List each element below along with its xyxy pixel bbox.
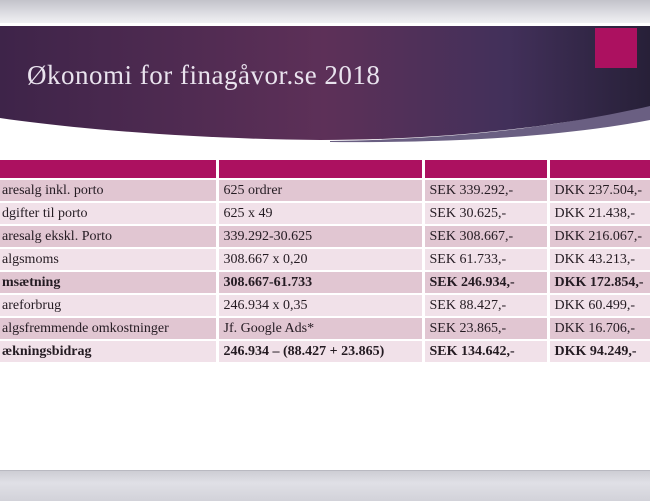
row-label-cell: dgifter til porto	[0, 202, 217, 225]
table-row	[0, 271, 650, 294]
sek-cell: SEK 339.292,-	[423, 179, 548, 202]
dkk-cell: DKK 60.499,-	[548, 294, 650, 317]
calc-cell: 625 x 49	[217, 202, 423, 225]
header-cell	[217, 160, 423, 179]
calc-cell: 246.934 – (88.427 + 23.865)	[217, 340, 423, 362]
calc-cell: 246.934 x 0,35	[217, 294, 423, 317]
accent-square	[595, 28, 637, 68]
calc-cell: 339.292-30.625	[217, 225, 423, 248]
table-row	[0, 294, 650, 317]
sek-cell: SEK 246.934,-	[423, 271, 548, 294]
sek-cell: SEK 30.625,-	[423, 202, 548, 225]
finance-table	[0, 160, 650, 362]
row-label-cell: aresalg ekskl. Porto	[0, 225, 217, 248]
table-row	[0, 225, 650, 248]
table-header-row	[0, 160, 650, 179]
gray-bottom-bar	[0, 470, 650, 501]
slide-title: Økonomi for finagåvor.se 2018	[27, 60, 381, 90]
row-label-cell: ækningsbidrag	[0, 340, 217, 362]
sek-cell: SEK 134.642,-	[423, 340, 548, 362]
calc-cell: Jf. Google Ads*	[217, 317, 423, 340]
table-row	[0, 202, 650, 225]
calc-cell: 308.667 x 0,20	[217, 248, 423, 271]
table-row	[0, 317, 650, 340]
dkk-cell: DKK 172.854,-	[548, 271, 650, 294]
dkk-cell: DKK 16.706,-	[548, 317, 650, 340]
dkk-cell: DKK 21.438,-	[548, 202, 650, 225]
sek-cell: SEK 61.733,-	[423, 248, 548, 271]
calc-cell: 625 ordrer	[217, 179, 423, 202]
sek-cell: SEK 23.865,-	[423, 317, 548, 340]
table-row	[0, 340, 650, 362]
header-cell	[0, 160, 217, 179]
dkk-cell: DKK 94.249,-	[548, 340, 650, 362]
row-label-cell: aresalg inkl. porto	[0, 179, 217, 202]
row-label-cell: algsfremmende omkostninger	[0, 317, 217, 340]
calc-cell: 308.667-61.733	[217, 271, 423, 294]
row-label-cell: algsmoms	[0, 248, 217, 271]
table-row	[0, 248, 650, 271]
row-label-cell: areforbrug	[0, 294, 217, 317]
row-label-cell: msætning	[0, 271, 217, 294]
sek-cell: SEK 88.427,-	[423, 294, 548, 317]
dkk-cell: DKK 216.067,-	[548, 225, 650, 248]
sek-cell: SEK 308.667,-	[423, 225, 548, 248]
dkk-cell: DKK 237.504,-	[548, 179, 650, 202]
gray-top-bar	[0, 0, 650, 23]
header-cell	[423, 160, 548, 179]
dkk-cell: DKK 43.213,-	[548, 248, 650, 271]
header-cell	[548, 160, 650, 179]
table-row	[0, 179, 650, 202]
